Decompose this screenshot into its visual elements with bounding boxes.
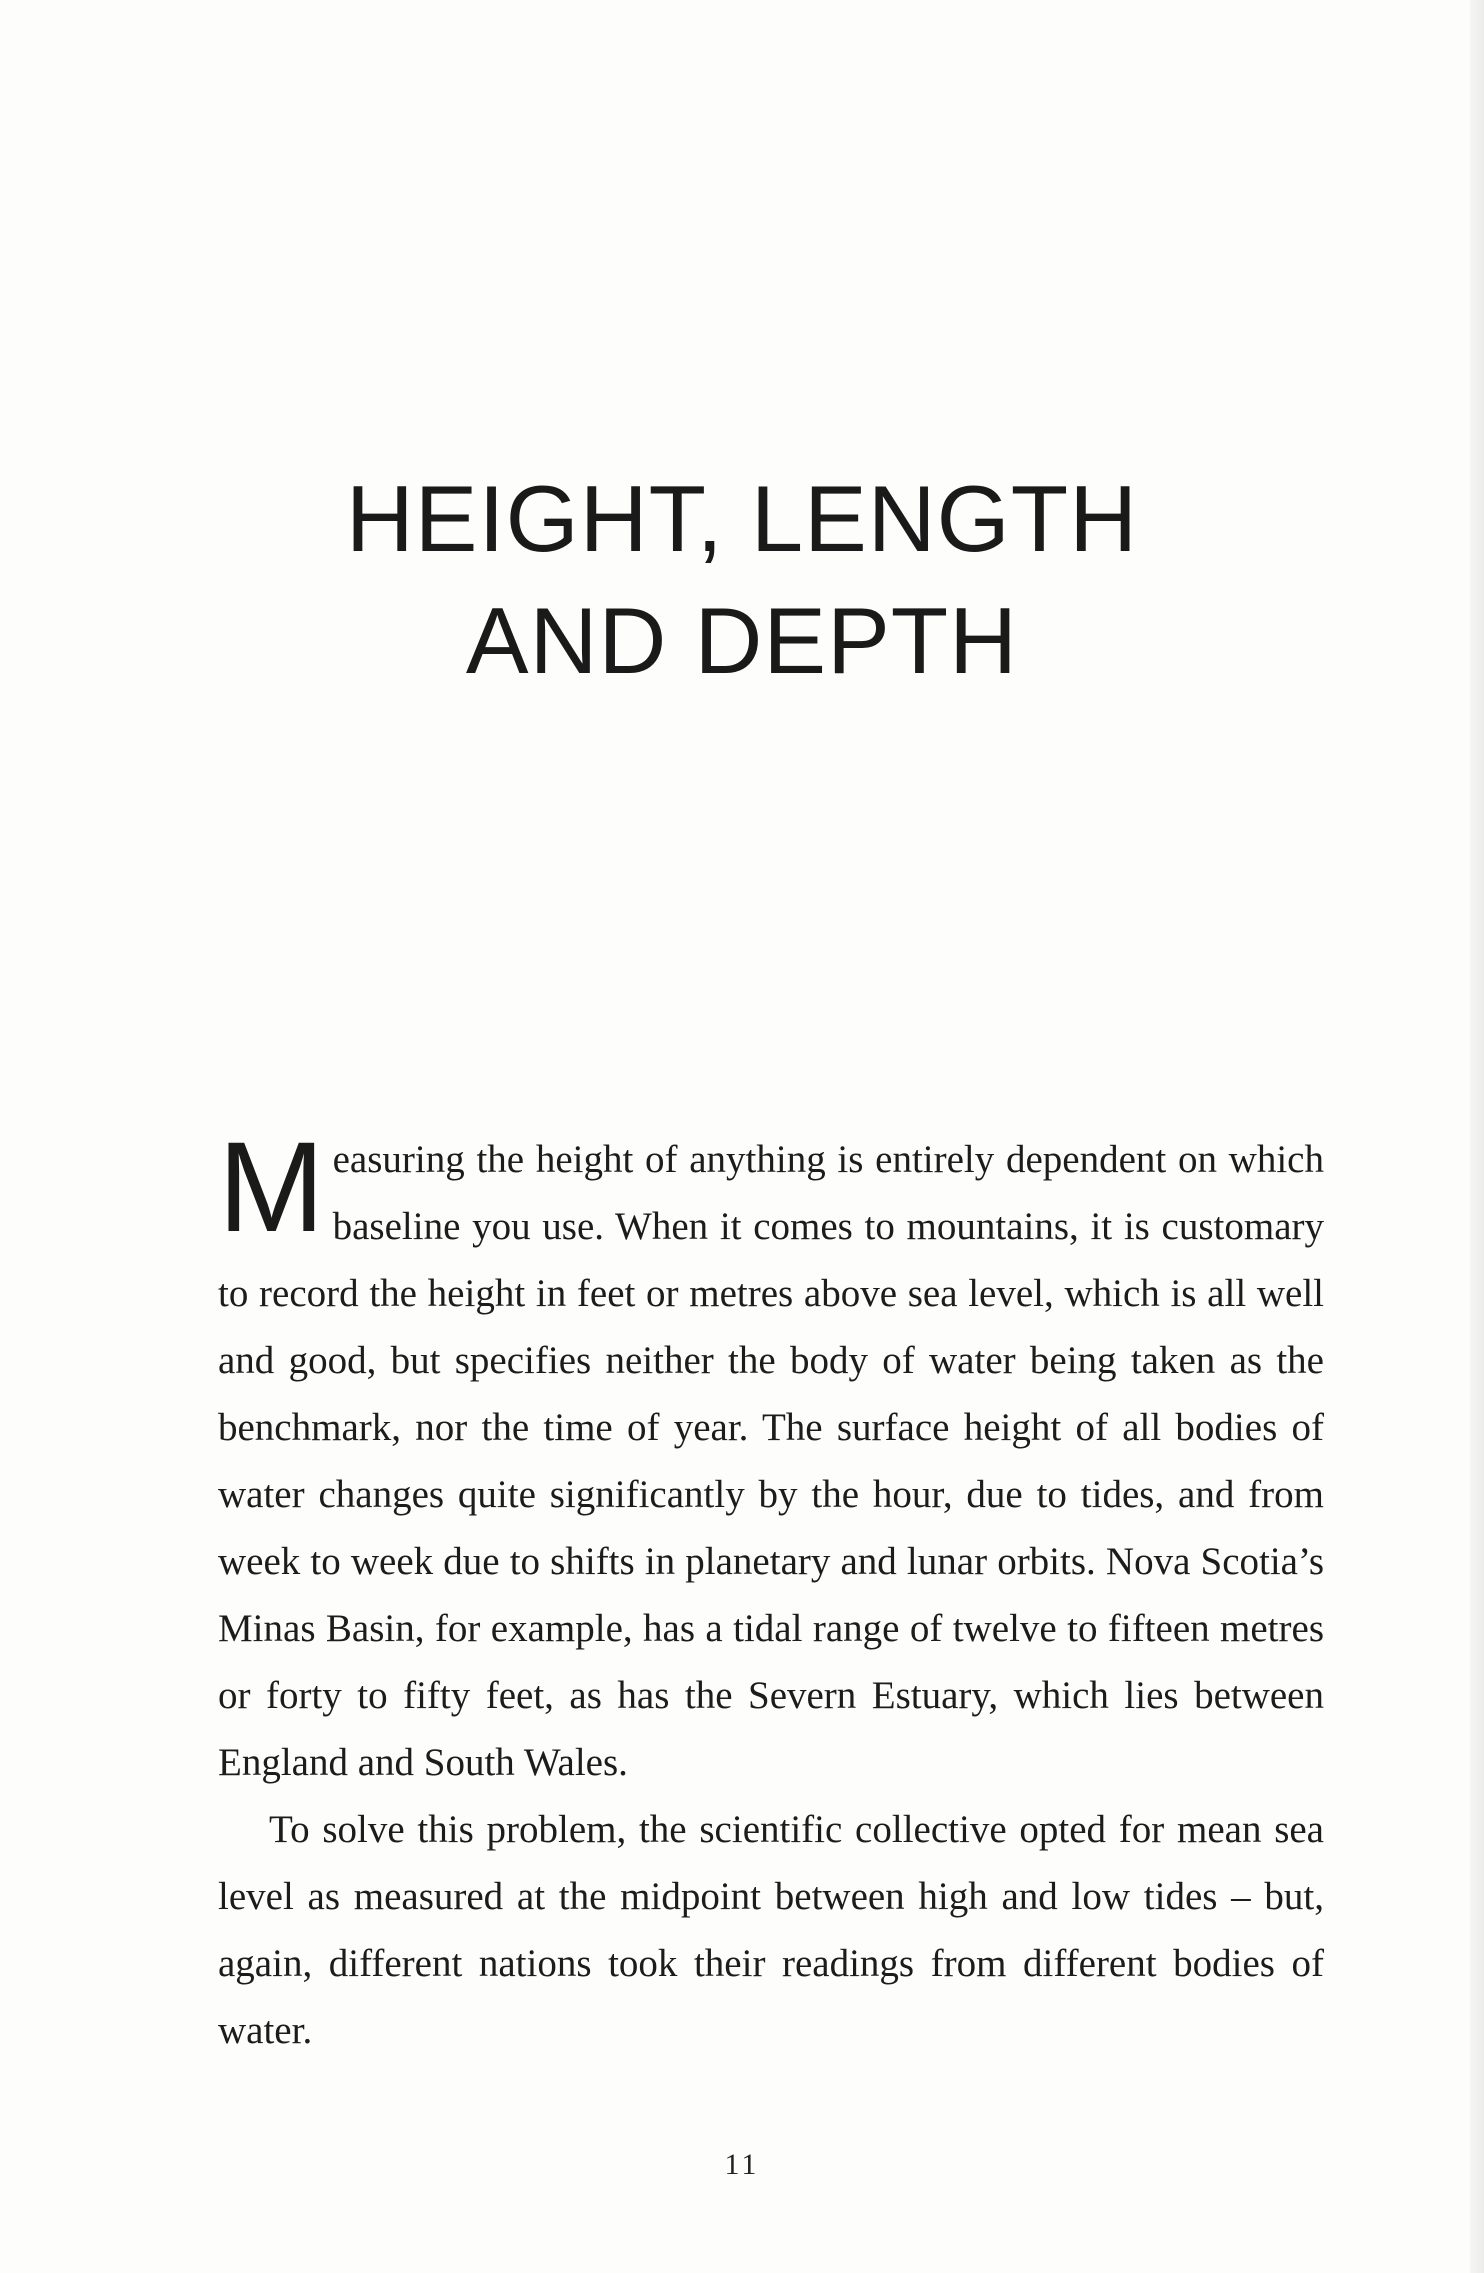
paragraph-2: To solve this problem, the scientific collective opted for mean sea level as measured at the midpoint between high and low tides – but, again, different nations took their readings from different bodies of water. [218,1808,1324,2052]
page-edge [1470,0,1484,2273]
chapter-title [0,458,1484,702]
paragraph-1 [218,1116,1324,1796]
paragraph-1-text: easuring the height of anything is entirely dependent on which baseline you use. When it comes to mountains, it is customary to record the height in feet or metres above sea level, which is all well and good, but specifies neither the body of water being taken as the benchmark, nor the time of year. The surface height of all bodies of water changes quite significantly by the hour, due to tides, and from week to week due to shifts in planetary and lunar orbits. Nova Scotia’s Minas Basin, for example, has a tidal range of twelve to fifteen metres or forty to fifty feet, as has the Severn Estuary, which lies between England and South Wales. [218,1138,1324,1784]
chapter-title-line-2: AND DEPTH [465,588,1019,693]
drop-cap: M [218,1116,325,1259]
chapter-title-line-1: HEIGHT, LENGTH [345,466,1139,571]
body-text [218,1116,1324,2064]
page-number: 11 [724,2148,760,2181]
